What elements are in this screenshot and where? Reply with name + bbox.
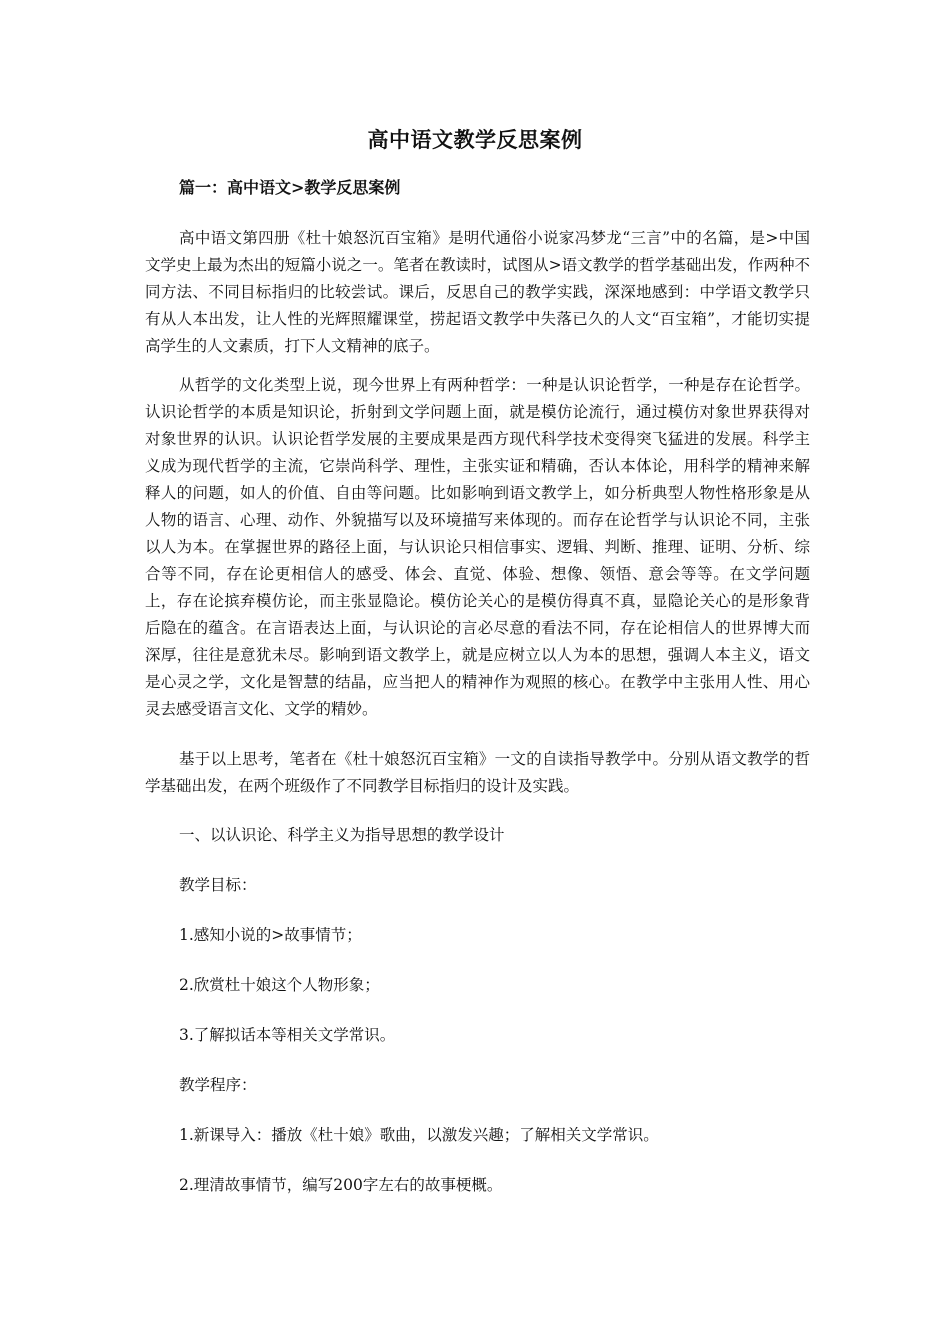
goal-item-2: 2.欣赏杜十娘这个人物形象； [179, 976, 380, 994]
paragraph-intro: 高中语文第四册《杜十娘怒沉百宝箱》是明代通俗小说家冯梦龙“三言”中的名篇，是>中国文学史上最为杰出的短篇小说之一。笔者在教读时，试图从>语文教学的哲学基础出发，作两种不同方法、不同目标指归的比较尝试。课后，反思自己的教学实践，深深地感到：中学语文教学只有从人本出发，让人性的光辉照耀课堂，捞起语文教学中失落已久的人文“百宝箱”，才能切实提高学生的人文素质，打下人文精神的底子。 [145, 229, 810, 355]
teaching-goals-label: 教学目标： [179, 876, 257, 894]
section-heading-design-1: 一、以认识论、科学主义为指导思想的教学设计 [179, 826, 505, 844]
section-heading: 篇一：高中语文>教学反思案例 [179, 178, 401, 197]
paragraph-basis: 基于以上思考，笔者在《杜十娘怒沉百宝箱》一文的自读指导教学中。分别从语文教学的哲学基础出发，在两个班级作了不同教学目标指归的设计及实践。 [145, 750, 810, 795]
goal-item-1: 1.感知小说的>故事情节； [179, 926, 362, 944]
procedure-item-1: 1.新课导入：播放《杜十娘》歌曲，以激发兴趣；了解相关文学常识。 [179, 1126, 659, 1144]
procedure-item-2: 2.理清故事情节，编写200字左右的故事梗概。 [179, 1176, 503, 1194]
document-title: 高中语文教学反思案例 [367, 127, 583, 152]
paragraph-philosophy: 从哲学的文化类型上说，现今世界上有两种哲学：一种是认识论哲学，一种是存在论哲学。认识论哲学的本质是知识论，折射到文学问题上面，就是模仿论流行，通过模仿对象世界获得对对象世界的认识。认识论哲学发展的主要成果是西方现代科学技术变得突飞猛进的发展。科学主义成为现代哲学的主流，它崇尚科学、理性，主张实证和精确，否认本体论，用科学的精神来解释人的问题，如人的价值、自由等问题。比如影响到语文教学上，如分析典型人物性格形象是从人物的语言、心理、动作、外貌描写以及环境描写来体现的。而存在论哲学与认识论不同，主张以人为本。在掌握世界的路径上面，与认识论只相信事实、逻辑、判断、推理、证明、分析、综合等不同，存在论更相信人的感受、体会、直觉、体验、想像、领悟、意会等等。在文学问题上，存在论摈弃模仿论，而主张显隐论。模仿论关心的是模仿得真不真，显隐论关心的是形象背后隐在的蕴含。在言语表达上面，与认识论的言必尽意的看法不同，存在论相信人的世界博大而深厚，往往是意犹未尽。影响到语文教学上，就是应树立以人为本的思想，强调人本主义，语文是心灵之学，文化是智慧的结晶，应当把人的精神作为观照的核心。在教学中主张用人性、用心灵去感受语言文化、文学的精妙。 [145, 376, 810, 718]
teaching-procedure-label: 教学程序： [179, 1076, 257, 1094]
goal-item-3: 3.了解拟话本等相关文学常识。 [179, 1026, 396, 1044]
